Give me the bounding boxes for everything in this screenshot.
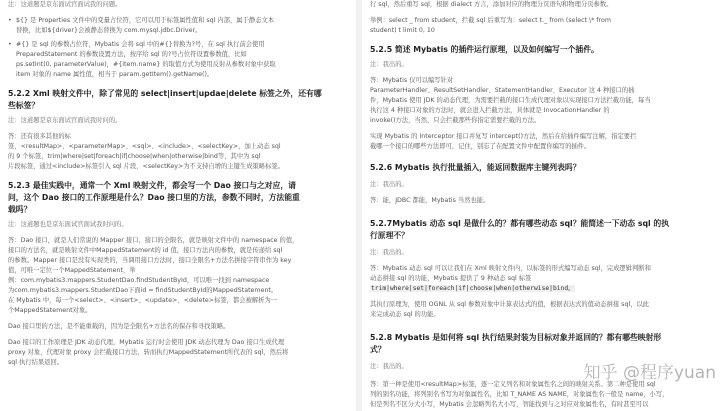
section-heading: 式？ (370, 345, 386, 354)
note: 注：我出的。 (370, 181, 408, 188)
paragraph: 片段标签，通过<include>标签引入 sql 片段，<selectKey>为不支持自增的主键生成策略标签。 (8, 163, 284, 170)
paragraph: 行 sql，然后重写 sql，根据 dialect 方言，添加对应的物理分页语句和物理分页参数。 (370, 1, 613, 8)
paragraph: ps.setInt(0, parameterValue)，#{item.name} 的取值方式为使用反射从参数对象中获取 (16, 61, 276, 68)
bullet-dot-icon: • (8, 17, 12, 24)
paragraph: 接口的方法名，就是映射文件中MappedStatement的 id 值，接口方法内的参数，就是传递给 sql (8, 247, 283, 254)
section-heading: 载吗？ (8, 205, 32, 214)
paragraph: student) t limit 0, 10 (370, 27, 435, 34)
bullet-item: • #{} 是 sql 的参数占位符，Mybatis 会将 sql 中的#{}替换为?号，在 sql 执行前会使用 (8, 41, 265, 48)
section-heading: 问，这个 Dao 接口的工作原理是什么？Dao 接口里的方法，参数不同时，方法能重 (8, 193, 300, 202)
section-heading: 5.2.2 Xml 映射文件中，除了常见的 select|insert|updae|delete 标签之外，还有哪 (8, 89, 322, 98)
section-heading: 行原理不？ (370, 231, 409, 240)
note: 注：我出的。 (370, 249, 408, 256)
note: 注：这道题也是京东面试官面试我时问的。 (8, 221, 128, 228)
section-heading: 些标签？ (8, 101, 40, 110)
paragraph: 来完成动态 sql 的功能。 (370, 311, 440, 318)
paragraph: 答：能，JDBC 都能，Mybatis 当然也能。 (370, 197, 490, 204)
paragraph: 例：com.mybatis3.mappers.StudentDao.findStudentById，可以唯一找到 namespace (8, 277, 270, 284)
note: 注：这道题是京东面试官面试我时问的。 (8, 117, 122, 124)
paragraph: 签，<resultMap>、<parameterMap>、<sql>、<include>、<selectKey>，加上动态 sql (8, 143, 281, 150)
paragraph: sql 执行结果返回。 (8, 359, 64, 366)
paragraph: trim|where|set|foreach|if|choose|when|otherwise|bind。 (371, 285, 575, 292)
paragraph: 答：Mybatis 动态 sql 可以让我们在 Xml 映射文件内，以标签的形式编写动态 sql，完成逻辑判断和 (370, 265, 651, 272)
section-heading: 5.2.6 Mybatis 执行批量插入，能返回数据库主键列表吗？ (370, 163, 581, 172)
paragraph: 答：Dao 接口，就是人们常说的 Mapper 接口，接口的全限名，就是映射文件中的 namespace 的值， (8, 237, 299, 244)
paragraph: 动态拼接 sql 的功能，Mybatis 提供了 9 种动态 sql 标签 (370, 275, 532, 282)
watermark: 知乎 @程序yuan (583, 363, 716, 383)
bullet-item: • ${} 是 Properties 文件中的变量占位符，它可以用于标签属性值和 sql 内部，属于静态文本 (8, 17, 275, 24)
paragraph: 注：这道题是京东面试官面试我的问题。 (8, 1, 122, 8)
paragraph: 的 9 个标签，trim|where|set|foreach|if|choose|when|otherwise|bind等，其中为 sql (8, 153, 261, 160)
section-heading: 5.2.8 Mybatis 是如何将 sql 执行结果封装为目标对象并返回的？都有哪些映射形 (370, 333, 662, 342)
paragraph: 替换，比如${driver}会被静态替换为 com.mysql.jdbc.Driver。 (16, 27, 202, 34)
paragraph: 个MappedStatement对象。 (8, 307, 92, 314)
paragraph: 答：Mybatis 仅可以编写针对 (370, 77, 454, 84)
left-column (0, 0, 351, 411)
paragraph: Dao 接口的工作原理是 JDK 动态代理，Mybatis 运行时会使用 JDK 动态代理为 Dao 接口生成代理 (8, 339, 285, 346)
paragraph: ParameterHandler、ResultSetHandler、StatementHandler、Executor 这 4 种接口的插 (370, 87, 635, 94)
section-heading: 5.2.5 简述 Mybatis 的插件运行原理，以及如何编写一个插件。 (370, 45, 599, 54)
section-heading: 5.2.3 最佳实践中，通常一个 Xml 映射文件，都会写一个 Dao 接口与之对应，请 (8, 181, 296, 190)
paragraph: PreparedStatement 的参数设置方法，按序给 sql 的?号占位符设置参数值，比如 (16, 51, 247, 58)
paragraph: 实现 Mybatis 的 Interceptor 接口并复写 intercept()方法，然后在给插件编写注解，指定要拦 (370, 133, 637, 140)
paragraph: proxy 对象，代理对象 proxy 会拦截接口方法，转而执行MappedStatement所代表的 sql，然后将 (8, 349, 289, 356)
paragraph: 但是列名不区分大小写，Mybatis 会忽略列名大小写，智能找到与之对应对象属性名，有时甚至可以 (370, 401, 649, 408)
paragraph: Dao 接口里的方法，是不能重载的，因为是全限名+方法名的保存和寻找策略。 (8, 323, 230, 330)
paragraph: 答：还有很多其他的标 (8, 133, 71, 140)
paragraph: invoke()方法，当然，只会拦截那些你指定需要拦截的方法。 (370, 117, 541, 124)
paragraph: item 对象的 name 属性值，相当于 param.getItem().getName()。 (16, 71, 214, 78)
right-column (366, 0, 716, 411)
paragraph: 列的别名功能，将列别名书写为对象属性名，比如 T_NAME AS NAME，对象属性名一般是 name，小写， (370, 391, 669, 398)
column-gutter (356, 0, 362, 411)
section-heading: 5.2.7Mybatis 动态 sql 是做什么的？都有哪些动态 sql？能简述一下动态 sql 的执 (370, 219, 670, 228)
paragraph: 执行这 4 种接口对象的方法时，就会进入拦截方法，具体就是 InvocationHandler 的 (370, 107, 610, 114)
paragraph: 为com.mybatis3.mappers.StudentDao下面id = findStudentById的MappedStatement。 (8, 287, 278, 294)
paragraph: 件，Mybatis 使用 JDK 的动态代理，为需要拦截的接口生成代理对象以实现接口方法拦截功能，每当 (370, 97, 651, 104)
paragraph: 答：第一种是使用<resultMap>标签，逐一定义列名和对象属性名之间的映射关系。第二种是使用 sql (370, 381, 656, 388)
paragraph: 的参数。Mapper 接口是没有实现类的，当调用接口方法时，接口全限名+方法名拼接字符串作为 key (8, 257, 292, 264)
paragraph: 在 Mybatis 中，每一个<select>、<insert>、<update>、<delete>标签，都会被解析为一 (8, 297, 278, 304)
note: 注：我出的。 (370, 363, 408, 370)
paragraph: 举例：select _ from student，拦截 sql 后重写为：select t._ from (select \* from (370, 17, 611, 24)
paragraph: 其执行原理为，使用 OGNL 从 sql 参数对象中计算表达式的值，根据表达式的值动态拼接 sql，以此 (370, 301, 650, 308)
bullet-dot-icon: • (8, 41, 12, 48)
paragraph: 截哪一个接口的哪些方法即可，记住，别忘了在配置文件中配置你编写的插件。 (370, 143, 591, 150)
note: 注：我出的。 (370, 61, 408, 68)
paragraph: 值，可唯一定位一个MappedStatement，举 (8, 267, 136, 274)
